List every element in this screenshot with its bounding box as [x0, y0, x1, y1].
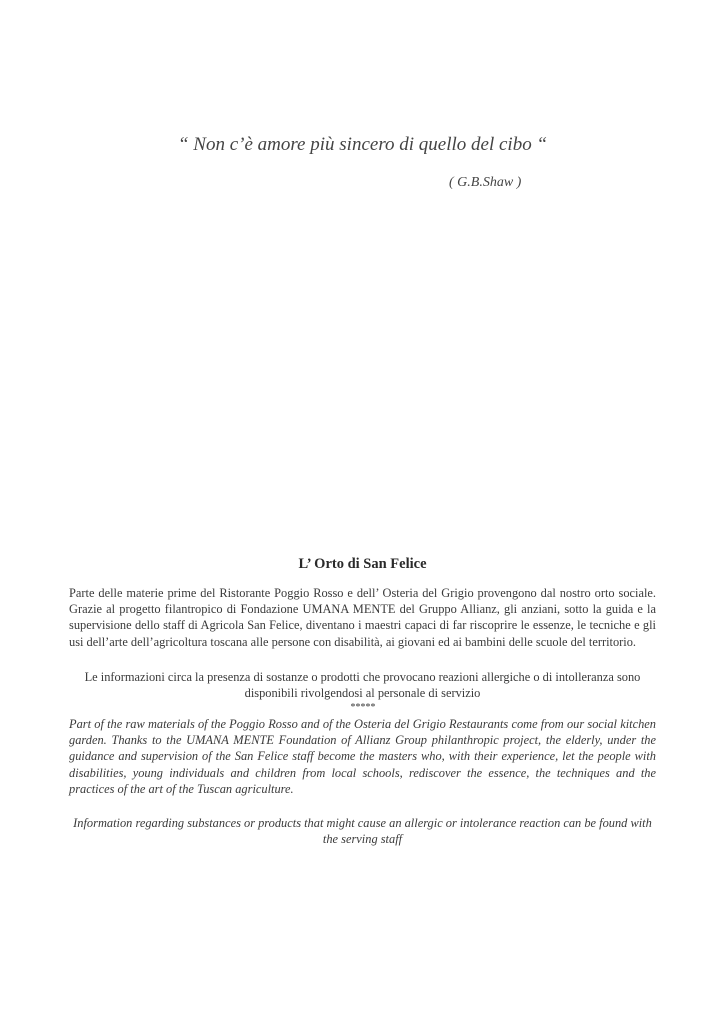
english-description: Part of the raw materials of the Poggio Rosso and of the Osteria del Grigio Restaurants come from our social kitchen garden. Thanks to the UMANA MENTE Foundation of Allianz Group philanthropic project, the elderly, under the guidance and supervision of the San Felice staff become the masters who, with their experience, let the people with disabilities, young individuals and children from local schools, rediscover the essence, the techniques and the practices of the art of the Tuscan agriculture. — [69, 717, 656, 796]
separator-stars: ***** — [350, 702, 375, 713]
italian-description: Parte delle materie prime del Ristorante Poggio Rosso e dell’ Osteria del Grigio provengono dal nostro orto sociale. Grazie al progetto filantropico di Fondazione UMANA MENTE del Gruppo Allianz, gli anziani, sotto la guida e la supervisione dello staff di Agricola San Felice, diventano i maestri capaci di far riscoprire le essenze, le tecniche e gli usi dell’arte dell’agricoltura toscana alle persone con disabilità, ai giovani ed ai bambini delle scuole del territorio. — [69, 586, 656, 649]
quote-author: ( G.B.Shaw ) — [449, 175, 522, 190]
quote-text: “ Non c’è amore più sincero di quello del cibo “ — [177, 134, 548, 155]
english-allergy-notice: Information regarding substances or products that might cause an allergic or intolerance reaction can be found with the serving staff — [73, 816, 652, 847]
italian-allergy-notice: Le informazioni circa la presenza di sostanze o prodotti che provocano reazioni allergiche o di intolleranza sono disponibili rivolgendosi al personale di servizio — [84, 670, 641, 701]
section-title: L’ Orto di San Felice — [298, 556, 427, 572]
